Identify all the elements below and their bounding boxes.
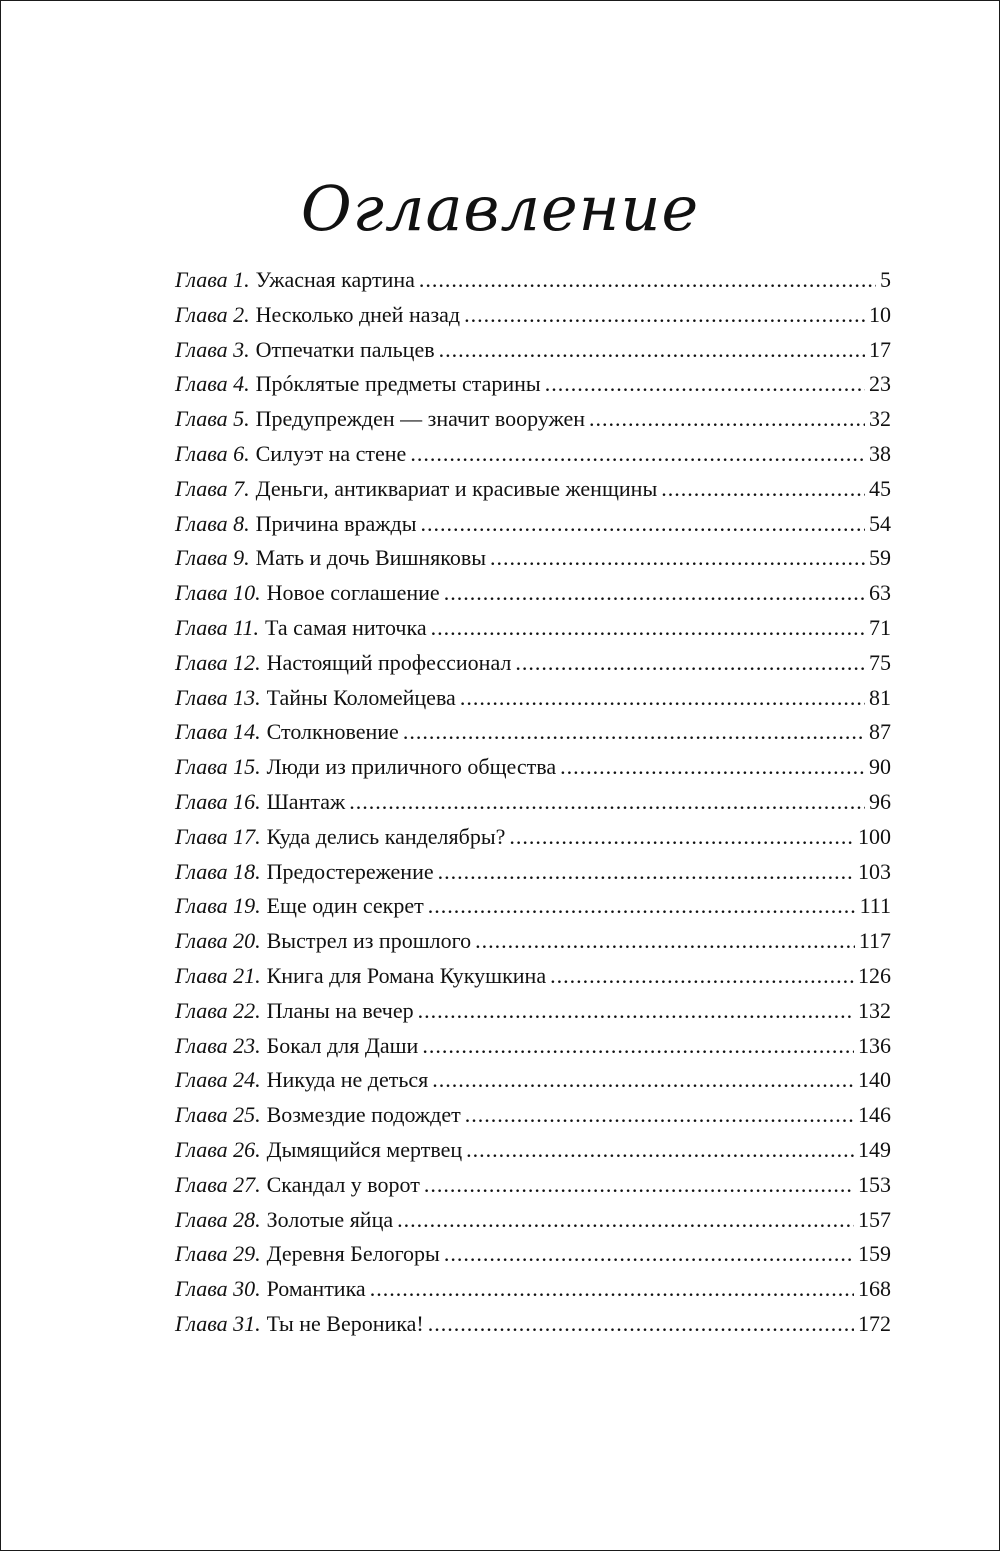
dot-leader xyxy=(465,1102,854,1128)
dot-leader xyxy=(397,1207,854,1233)
toc-entry[interactable] xyxy=(175,685,891,720)
chapter-number: Глава 8. xyxy=(175,510,250,536)
chapter-number: Глава 15. xyxy=(175,754,261,780)
page-number: 157 xyxy=(858,1206,891,1232)
toc-entry[interactable] xyxy=(175,615,891,650)
toc-entry[interactable] xyxy=(175,545,891,580)
chapter-title: Столкновение xyxy=(266,719,399,745)
chapter-number: Глава 3. xyxy=(175,336,250,362)
chapter-number: Глава 26. xyxy=(175,1136,261,1162)
toc-entry[interactable] xyxy=(175,406,891,441)
chapter-number: Глава 19. xyxy=(175,893,261,919)
chapter-number: Глава 20. xyxy=(175,928,261,954)
toc-entry[interactable] xyxy=(175,1172,891,1207)
toc-entry[interactable] xyxy=(175,1207,891,1242)
toc-entry[interactable] xyxy=(175,928,891,963)
toc-entry[interactable] xyxy=(175,371,891,406)
chapter-number: Глава 21. xyxy=(175,962,261,988)
chapter-number: Глава 24. xyxy=(175,1067,261,1093)
chapter-number: Глава 6. xyxy=(175,440,250,466)
page-number: 172 xyxy=(858,1310,891,1336)
chapter-number: Глава 5. xyxy=(175,406,250,432)
toc-entry[interactable] xyxy=(175,1033,891,1068)
toc-entry[interactable] xyxy=(175,1102,891,1137)
dot-leader xyxy=(466,1137,854,1163)
page-number: 81 xyxy=(869,684,891,710)
chapter-title: Предупрежден — значит вооружен xyxy=(255,406,586,432)
chapter-title: Еще один секрет xyxy=(266,893,424,919)
dot-leader xyxy=(460,685,865,711)
chapter-title: Тайны Коломейцева xyxy=(266,684,456,710)
chapter-number: Глава 13. xyxy=(175,684,261,710)
page-number: 59 xyxy=(869,545,891,571)
page-number: 10 xyxy=(869,301,891,327)
dot-leader xyxy=(403,719,865,745)
page-number: 23 xyxy=(869,371,891,397)
chapter-number: Глава 31. xyxy=(175,1310,261,1336)
dot-leader xyxy=(560,754,865,780)
toc-entry[interactable] xyxy=(175,476,891,511)
page-number: 5 xyxy=(880,267,891,292)
chapter-number: Глава 10. xyxy=(175,580,261,606)
chapter-title: Силуэт на стене xyxy=(255,440,407,466)
toc-entry[interactable] xyxy=(175,859,891,894)
chapter-title: Прóклятые предметы старины xyxy=(255,371,541,397)
dot-leader xyxy=(464,302,865,328)
page-number: 100 xyxy=(858,823,891,849)
dot-leader xyxy=(661,476,865,502)
toc-entry[interactable] xyxy=(175,754,891,789)
chapter-number: Глава 16. xyxy=(175,788,261,814)
dot-leader xyxy=(424,1172,854,1198)
page-number: 17 xyxy=(869,336,891,362)
dot-leader xyxy=(545,371,865,397)
dot-leader xyxy=(420,511,865,537)
page-number: 45 xyxy=(869,475,891,501)
toc-entry[interactable] xyxy=(175,1241,891,1276)
page-number: 136 xyxy=(858,1032,891,1058)
toc-entry[interactable] xyxy=(175,1311,891,1346)
toc-entry[interactable] xyxy=(175,267,891,302)
chapter-title: Дымящийся мертвец xyxy=(266,1136,463,1162)
chapter-number: Глава 27. xyxy=(175,1171,261,1197)
dot-leader xyxy=(490,545,865,571)
chapter-number: Глава 17. xyxy=(175,823,261,849)
page-number: 38 xyxy=(869,440,891,466)
page-number: 90 xyxy=(869,754,891,780)
toc-entry[interactable] xyxy=(175,650,891,685)
toc-entry[interactable] xyxy=(175,963,891,998)
page-number: 54 xyxy=(869,510,891,536)
chapter-title: Предостережение xyxy=(266,858,434,884)
toc-entry[interactable] xyxy=(175,1137,891,1172)
page-number: 153 xyxy=(858,1171,891,1197)
table-of-contents xyxy=(175,267,891,1346)
chapter-title: Деревня Белогоры xyxy=(266,1241,440,1267)
chapter-number: Глава 9. xyxy=(175,545,250,571)
dot-leader xyxy=(444,1241,854,1267)
page-number: 168 xyxy=(858,1276,891,1302)
chapter-title: Куда делись канделябры? xyxy=(266,823,506,849)
toc-entry[interactable] xyxy=(175,824,891,859)
chapter-title: Золотые яйца xyxy=(266,1206,394,1232)
chapter-number: Глава 29. xyxy=(175,1241,261,1267)
chapter-number: Глава 22. xyxy=(175,997,261,1023)
chapter-title: Романтика xyxy=(266,1276,366,1302)
chapter-title: Бокал для Даши xyxy=(266,1032,419,1058)
chapter-title: Отпечатки пальцев xyxy=(255,336,435,362)
chapter-title: Несколько дней назад xyxy=(255,301,461,327)
chapter-title: Люди из приличного общества xyxy=(266,754,557,780)
dot-leader xyxy=(422,1033,854,1059)
chapter-number: Глава 30. xyxy=(175,1276,261,1302)
chapter-title: Книга для Романа Кукушкина xyxy=(266,962,547,988)
chapter-number: Глава 18. xyxy=(175,858,261,884)
dot-leader xyxy=(550,963,854,989)
chapter-title: Деньги, антиквариат и красивые женщины xyxy=(255,475,658,501)
chapter-number: Глава 25. xyxy=(175,1102,261,1128)
chapter-title: Никуда не деться xyxy=(266,1067,429,1093)
chapter-number: Глава 1. xyxy=(175,267,250,292)
page-number: 126 xyxy=(858,962,891,988)
chapter-title: Настоящий профессионал xyxy=(266,649,512,675)
chapter-number: Глава 23. xyxy=(175,1032,261,1058)
chapter-number: Глава 14. xyxy=(175,719,261,745)
toc-entry[interactable] xyxy=(175,441,891,476)
dot-leader xyxy=(475,928,855,954)
page-number: 71 xyxy=(869,614,891,640)
chapter-number: Глава 12. xyxy=(175,649,261,675)
page-number: 132 xyxy=(858,997,891,1023)
chapter-number: Глава 11. xyxy=(175,614,259,640)
dot-leader xyxy=(418,998,854,1024)
toc-entry[interactable] xyxy=(175,302,891,337)
dot-leader xyxy=(444,580,865,606)
chapter-title: Та самая ниточка xyxy=(264,614,427,640)
dot-leader xyxy=(438,859,854,885)
chapter-title: Скандал у ворот xyxy=(266,1171,420,1197)
chapter-title: Ужасная картина xyxy=(255,267,415,292)
dot-leader xyxy=(370,1276,854,1302)
toc-entry[interactable] xyxy=(175,998,891,1033)
toc-entry[interactable] xyxy=(175,337,891,372)
dot-leader xyxy=(428,893,856,919)
dot-leader xyxy=(589,406,865,432)
chapter-title: Планы на вечер xyxy=(266,997,414,1023)
toc-entry[interactable] xyxy=(175,1276,891,1311)
chapter-number: Глава 7. xyxy=(175,475,250,501)
page-number: 63 xyxy=(869,580,891,606)
chapter-title: Новое соглашение xyxy=(266,580,440,606)
toc-entry[interactable] xyxy=(175,1067,891,1102)
dot-leader xyxy=(439,337,865,363)
dot-leader xyxy=(349,789,865,815)
toc-entry[interactable] xyxy=(175,580,891,615)
toc-entry[interactable] xyxy=(175,789,891,824)
page-number: 75 xyxy=(869,649,891,675)
page-number: 103 xyxy=(858,858,891,884)
dot-leader xyxy=(419,267,876,293)
chapter-number: Глава 4. xyxy=(175,371,250,397)
dot-leader xyxy=(410,441,865,467)
page-number: 111 xyxy=(859,893,891,919)
page-number: 87 xyxy=(869,719,891,745)
chapter-number: Глава 28. xyxy=(175,1206,261,1232)
chapter-title: Возмездие подождет xyxy=(266,1102,461,1128)
chapter-title: Шантаж xyxy=(266,788,346,814)
toc-entry[interactable] xyxy=(175,893,891,928)
dot-leader xyxy=(431,615,865,641)
dot-leader xyxy=(432,1067,854,1093)
dot-leader xyxy=(515,650,865,676)
chapter-title: Причина вражды xyxy=(255,510,417,536)
page-number: 96 xyxy=(869,788,891,814)
chapter-title: Ты не Вероника! xyxy=(266,1310,424,1336)
page-number: 140 xyxy=(858,1067,891,1093)
toc-entry[interactable] xyxy=(175,719,891,754)
chapter-number: Глава 2. xyxy=(175,301,250,327)
page-number: 149 xyxy=(858,1136,891,1162)
toc-entry[interactable] xyxy=(175,511,891,546)
page-number: 32 xyxy=(869,406,891,432)
chapter-title: Выстрел из прошлого xyxy=(266,928,472,954)
page-number: 117 xyxy=(858,928,891,954)
page-number: 146 xyxy=(858,1102,891,1128)
dot-leader xyxy=(509,824,854,850)
page-title: Оглавление xyxy=(300,172,700,245)
dot-leader xyxy=(428,1311,854,1337)
chapter-title: Мать и дочь Вишняковы xyxy=(255,545,487,571)
page-number: 159 xyxy=(858,1241,891,1267)
